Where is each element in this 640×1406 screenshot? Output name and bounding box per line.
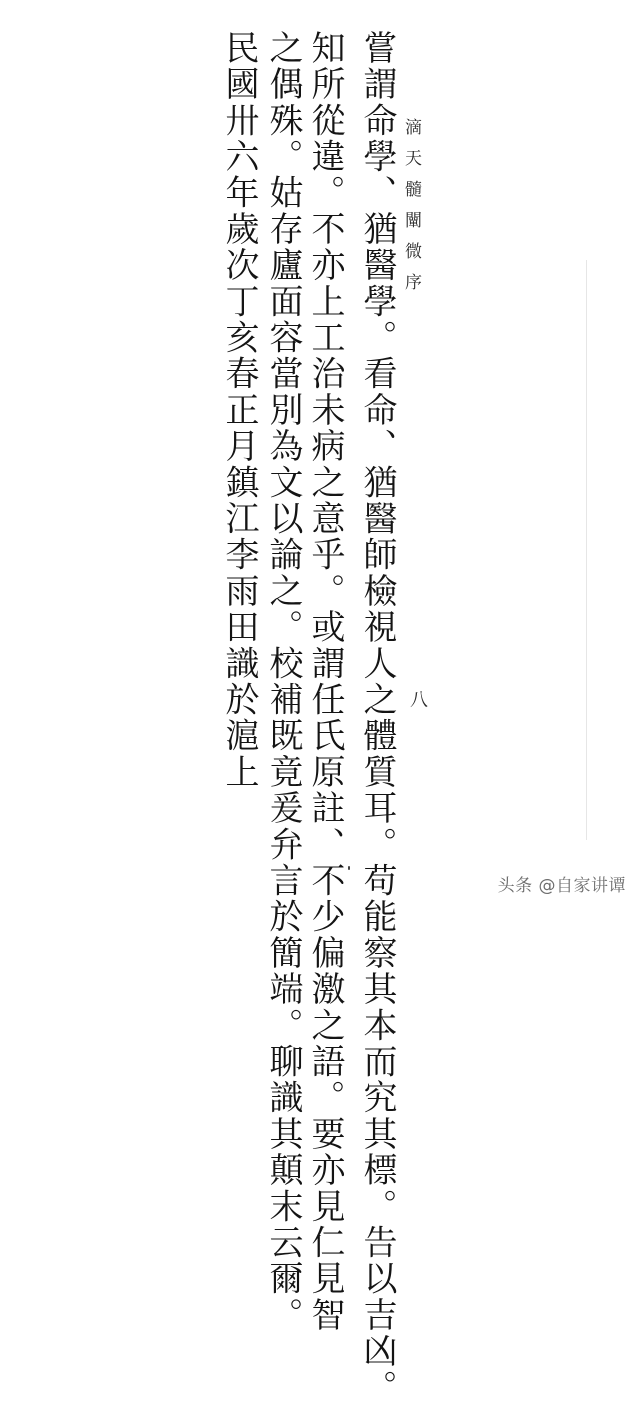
scan-edge-line xyxy=(586,260,587,840)
scan-speck xyxy=(348,866,350,870)
text-column-3: 之偶殊。姑存廬面容當別為文以論之。校補既竟爰弁言於簡端。聊識其顛末云爾。 xyxy=(263,30,303,1334)
text-column-2: 知所從違。不亦上工治未病之意乎。或謂任氏原註、不少偏激之語。要亦見仁見智 xyxy=(305,30,345,1334)
signature-column: 民國卅六年歲次丁亥春正月鎮江李雨田識於滬上 xyxy=(219,30,259,791)
running-head: 滴天髓闡微序 xyxy=(401,118,421,304)
watermark: 头条 @自家讲谭 xyxy=(497,876,626,896)
text-column-1: 嘗謂命學、猶醫學。看命、猶醫師檢視人之體質耳。苟能察其本而究其標。告以吉凶。 xyxy=(357,30,397,1406)
page-number: 八 xyxy=(410,690,428,711)
